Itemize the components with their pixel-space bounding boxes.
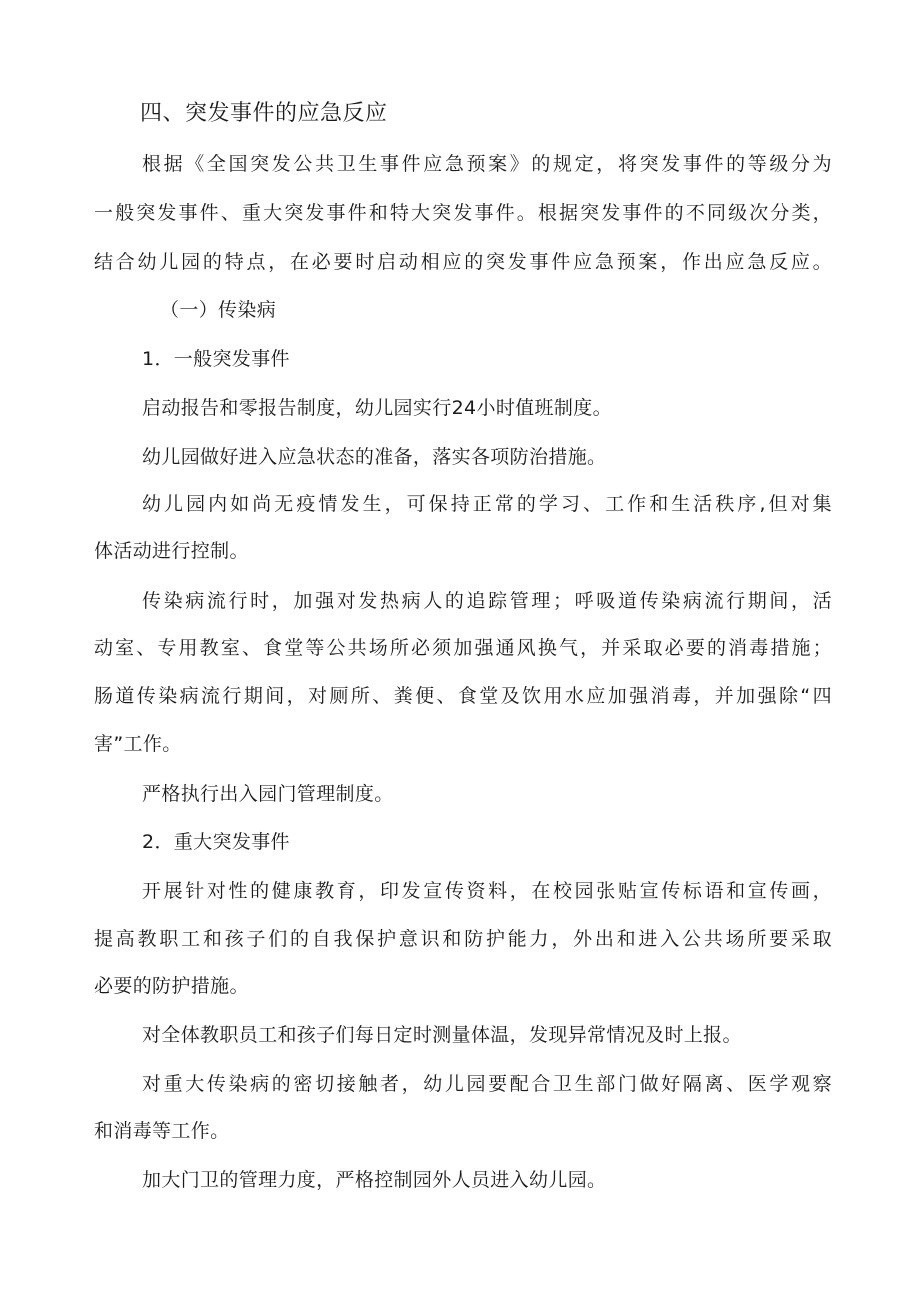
intro-line-1: 根据《全国突发公共卫生事件应急预案》的规定，将突发事件的等级分为: [142, 153, 832, 175]
paragraph: 启动报告和零报告制度，幼儿园实行24小时值班制度。: [142, 397, 612, 419]
paragraph-line: 害”工作。: [94, 733, 182, 755]
paragraph-line: 肠道传染病流行期间，对厕所、粪便、食堂及饮用水应加强消毒，并加强除“四: [94, 685, 832, 707]
paragraph-line: 开展针对性的健康教育，印发宣传资料，在校园张贴宣传标语和宣传画，: [142, 880, 832, 902]
paragraph-line: 和消毒等工作。: [94, 1120, 230, 1142]
paragraph-line: 体活动进行控制。: [94, 540, 249, 562]
subsection-title-infectious-disease: （一）传染病: [160, 299, 277, 321]
paragraph: 严格执行出入园门管理制度。: [142, 783, 394, 805]
intro-line-3: 结合幼儿园的特点，在必要时启动相应的突发事件应急预案，作出应急反应。: [94, 251, 832, 273]
paragraph-line: 传染病流行时，加强对发热病人的追踪管理；呼吸道传染病流行期间，活: [142, 590, 832, 612]
paragraph: 对全体教职员工和孩子们每日定时测量体温，发现异常情况及时上报。: [142, 1024, 742, 1046]
section-heading: 四、突发事件的应急反应: [140, 101, 388, 126]
paragraph-line: 提高教职工和孩子们的自我保护意识和防护能力，外出和进入公共场所要采取: [94, 928, 832, 950]
paragraph: 加大门卫的管理力度，严格控制园外人员进入幼儿园。: [142, 1169, 607, 1191]
item-title-general-emergency: 1．一般突发事件: [142, 348, 290, 370]
paragraph-line: 对重大传染病的密切接触者，幼儿园要配合卫生部门做好隔离、医学观察: [142, 1073, 832, 1095]
paragraph: 幼儿园做好进入应急状态的准备，落实各项防治措施。: [142, 446, 607, 468]
paragraph-line: 必要的防护措施。: [94, 975, 249, 997]
intro-line-2: 一般突发事件、重大突发事件和特大突发事件。根据突发事件的不同级次分类，: [94, 202, 832, 224]
paragraph-line: 幼儿园内如尚无疫情发生，可保持正常的学习、工作和生活秩序,但对集: [142, 493, 832, 515]
item-title-major-emergency: 2．重大突发事件: [142, 831, 290, 853]
paragraph-line: 动室、专用教室、食堂等公共场所必须加强通风换气，并采取必要的消毒措施；: [94, 637, 832, 659]
